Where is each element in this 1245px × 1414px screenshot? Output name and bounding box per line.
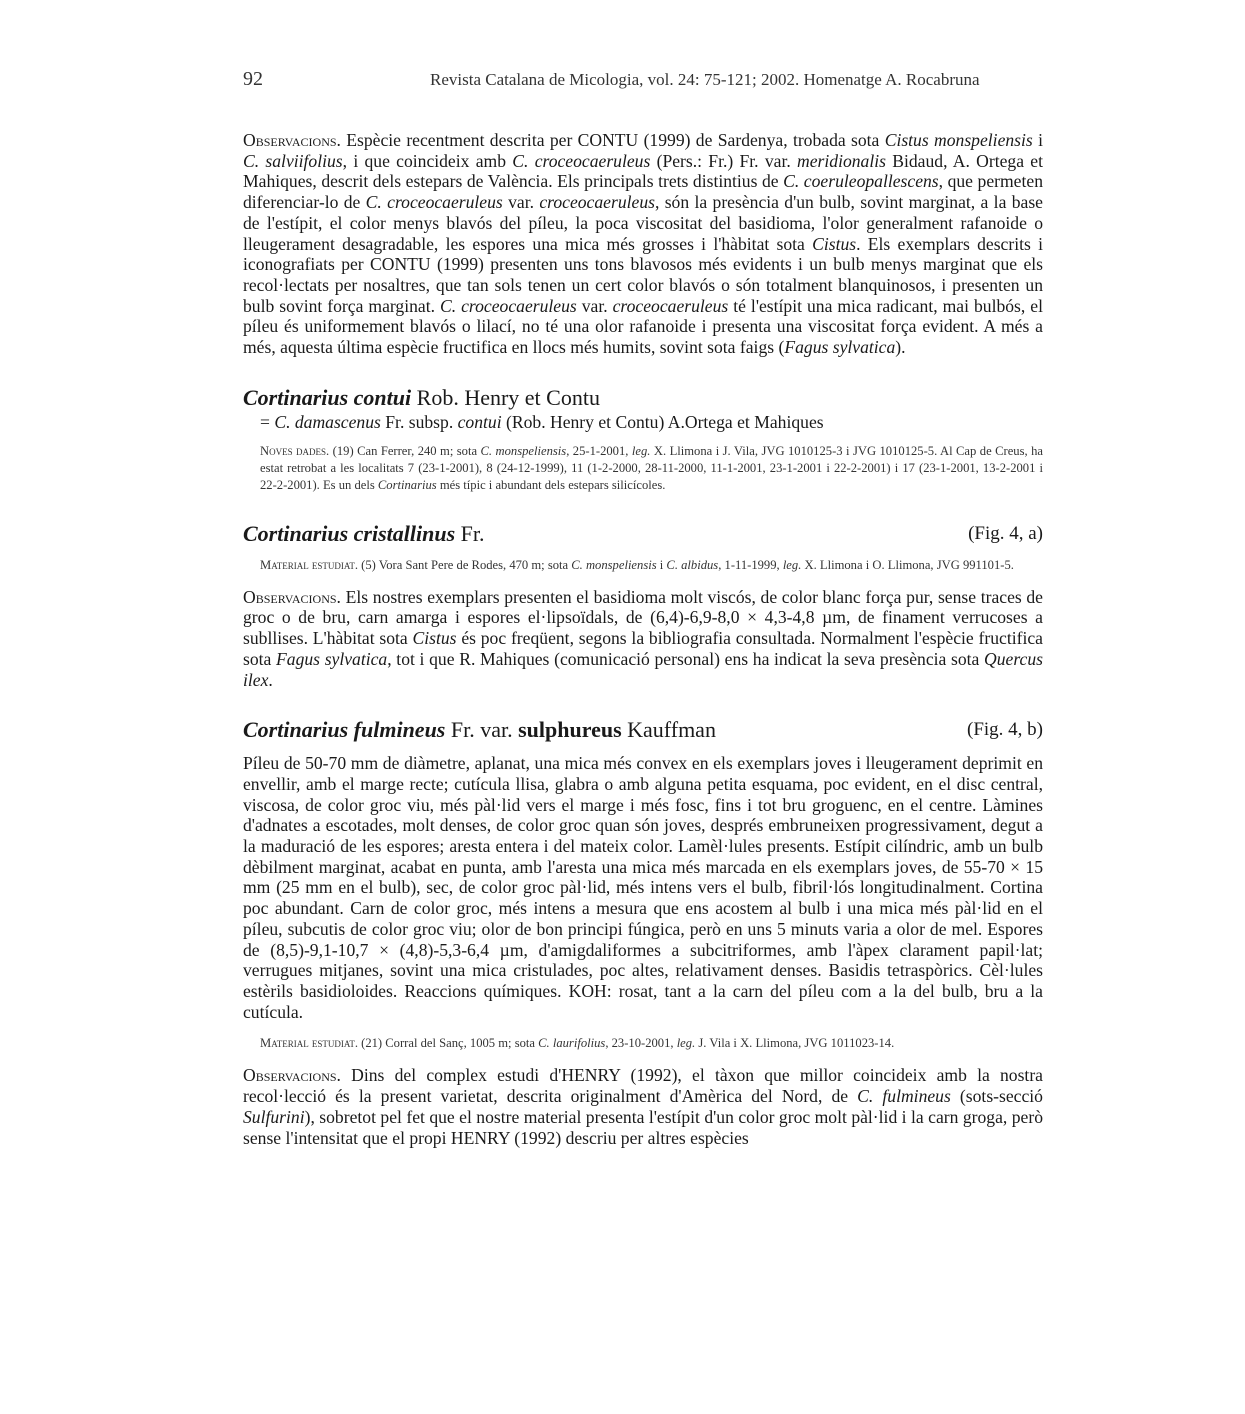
observations-paragraph-3: Observacions. Dins del complex estudi d'HENRY (1992), el tàxon que millor coincideix amb la nostra recol·lecció és la present varietat, descrita originalment d'Amèrica del Nord, de C. fulmineus (sots-secció Sulfurini), sobretot pel fet que el nostre material presenta l'estípit d'un color groc molt pàl·lid i la carn groga, però sense l'intensitat que el propi HENRY (1992) descriu per altres espècies: [243, 1065, 1043, 1148]
species-title-fulmineus: Cortinarius fulmineus Fr. var. sulphureus Kauffman (Fig. 4, b): [243, 717, 1043, 743]
running-title: Revista Catalana de Micologia, vol. 24: 75-121; 2002. Homenatge A. Rocabruna: [430, 70, 980, 89]
new-data-paragraph: Noves dades. (19) Can Ferrer, 240 m; sota C. monspeliensis, 25-1-2001, leg. X. Llimona i J. Vila, JVG 1010125-3 i JVG 1010125-5. Al Cap de Creus, ha estat retrobat a les localitats 7 (23-1-2001), 8 (24-12-1999), 11 (1-2-2000, 28-11-2000, 11-1-2001, 23-1-2001 i 22-2-2001) i 17 (23-1-2001, 13-2-2001 i 22-2-2001). Es un dels Cortinarius més típic i abundant dels estepars silicícoles.: [260, 443, 1043, 492]
description-paragraph: Píleu de 50-70 mm de diàmetre, aplanat, una mica més convex en els exemplars joves i lleugerament deprimit en envellir, amb el marge recte; cutícula llisa, glabra o amb alguna petita esquama, poc evident, en el disc central, viscosa, de color groc viu, més pàl·lid vers el marge i més fosc, fins i tot bru groguenc, en el centre. Làmines d'adnates a escotades, molt denses, de color groc quan són joves, després embruneixen progressivament, degut a la maduració de les espores; aresta entera i del mateix color. Lamèl·lules presents. Estípit cilíndric, amb un bulb dèbilment marginat, acabat en punta, amb l'aresta una mica més marcada en els exemplars joves, de 55-70 × 15 mm (25 mm en el bulb), sec, de color groc pàl·lid, més intens vers el bulb, fibril·lós longitudinalment. Cortina poc abundant. Carn de color groc, més intens a mesura que ens acostem al bulb i una mica més pàl·lid en el píleu, subcutis de color groc viu; olor de bon principi fúngica, però en uns 5 minuts varia a olor de mel. Espores de (8,5)-9,1-10,7 × (4,8)-5,3-6,4 µm, d'amigdaliformes a subcitriformes, amb l'àpex clarament papil·lat; verrugues mitjanes, sovint una mica cristulades, poc altes, relativament denses. Basidis tetraspòrics. Cèl·lules estèrils basidioloides. Reaccions químiques. KOH: rosat, tant a la carn del píleu com a la del bulb, bru a la cutícula.: [243, 753, 1043, 1022]
species-title-cristallinus: Cortinarius cristallinus Fr. (Fig. 4, a): [243, 520, 1043, 546]
figure-ref: (Fig. 4, b): [967, 719, 1043, 741]
material-studied-paragraph: Material estudiat. (5) Vora Sant Pere de Rodes, 470 m; sota C. monspeliensis i C. albidus, 1-11-1999, leg. X. Llimona i O. Llimona, JVG 991101-5.: [260, 557, 1014, 572]
material-studied-paragraph: Material estudiat. (21) Corral del Sanç, 1005 m; sota C. laurifolius, 23-10-2001, leg. J. Vila i X. Llimona, JVG 1011023-14.: [260, 1036, 895, 1051]
synonym-line: = C. damascenus Fr. subsp. contui (Rob. Henry et Contu) A.Ortega et Mahiques: [260, 411, 824, 432]
page: [243, 68, 1043, 1148]
figure-ref: (Fig. 4, a): [968, 522, 1043, 544]
page-number: 92: [243, 68, 263, 90]
observations-paragraph-2: Observacions. Els nostres exemplars presenten el basidioma molt viscós, de color blanc força pur, sense traces de groc o de bru, carn amarga i espores el·lipsoïdals, de (6,4)-6,9-8,0 × 4,3-4,8 µm, de finament verrucoses a subllises. L'hàbitat sota Cistus és poc freqüent, segons la bibliografia consultada. Normalment l'espècie fructifica sota Fagus sylvatica, tot i que R. Mahiques (comunicació personal) ens ha indicat la seva presència sota Quercus ilex.: [243, 586, 1044, 690]
species-title-contui: Cortinarius contui Rob. Henry et Contu: [243, 384, 600, 410]
running-header: [243, 68, 1043, 96]
observations-paragraph-1: Observacions. Espècie recentment descrita per CONTU (1999) de Sardenya, trobada sota Cistus monspeliensis i C. salviifolius, i que coincideix amb C. croceocaeruleus (Pers.: Fr.) Fr. var. meridionalis Bidaud, A. Ortega et Mahiques, descrit dels estepars de València. Els principals trets distintius de C. coeruleopallescens, que permeten diferenciar-lo de C. croceocaeruleus var. croceocaeruleus, són la presència d'un bulb, sovint marginat, a la base de l'estípit, el color menys blavós del píleu, la poca viscositat del basidioma, l'olor generalment rafanoide o lleugerament desagradable, les espores una mica més grosses i l'hàbitat sota Cistus. Els exemplars descrits i iconografiats per CONTU (1999) presenten uns tons blavosos més evidents i un bulb menys marginat que els recol·lectats per nosaltres, que tan sols tenen un cert color blavós o són totalment blanquinosos, i presenten un bulb sovint força marginat. C. croceocaeruleus var. croceocaeruleus té l'estípit una mica radicant, mai bulbós, el píleu és uniformement blavós o lilací, no té una olor rafanoide i presenta una viscositat força evident. A més a més, aquesta última espècie fructifica en llocs més humits, sovint sota faigs (Fagus sylvatica).: [243, 130, 1043, 358]
